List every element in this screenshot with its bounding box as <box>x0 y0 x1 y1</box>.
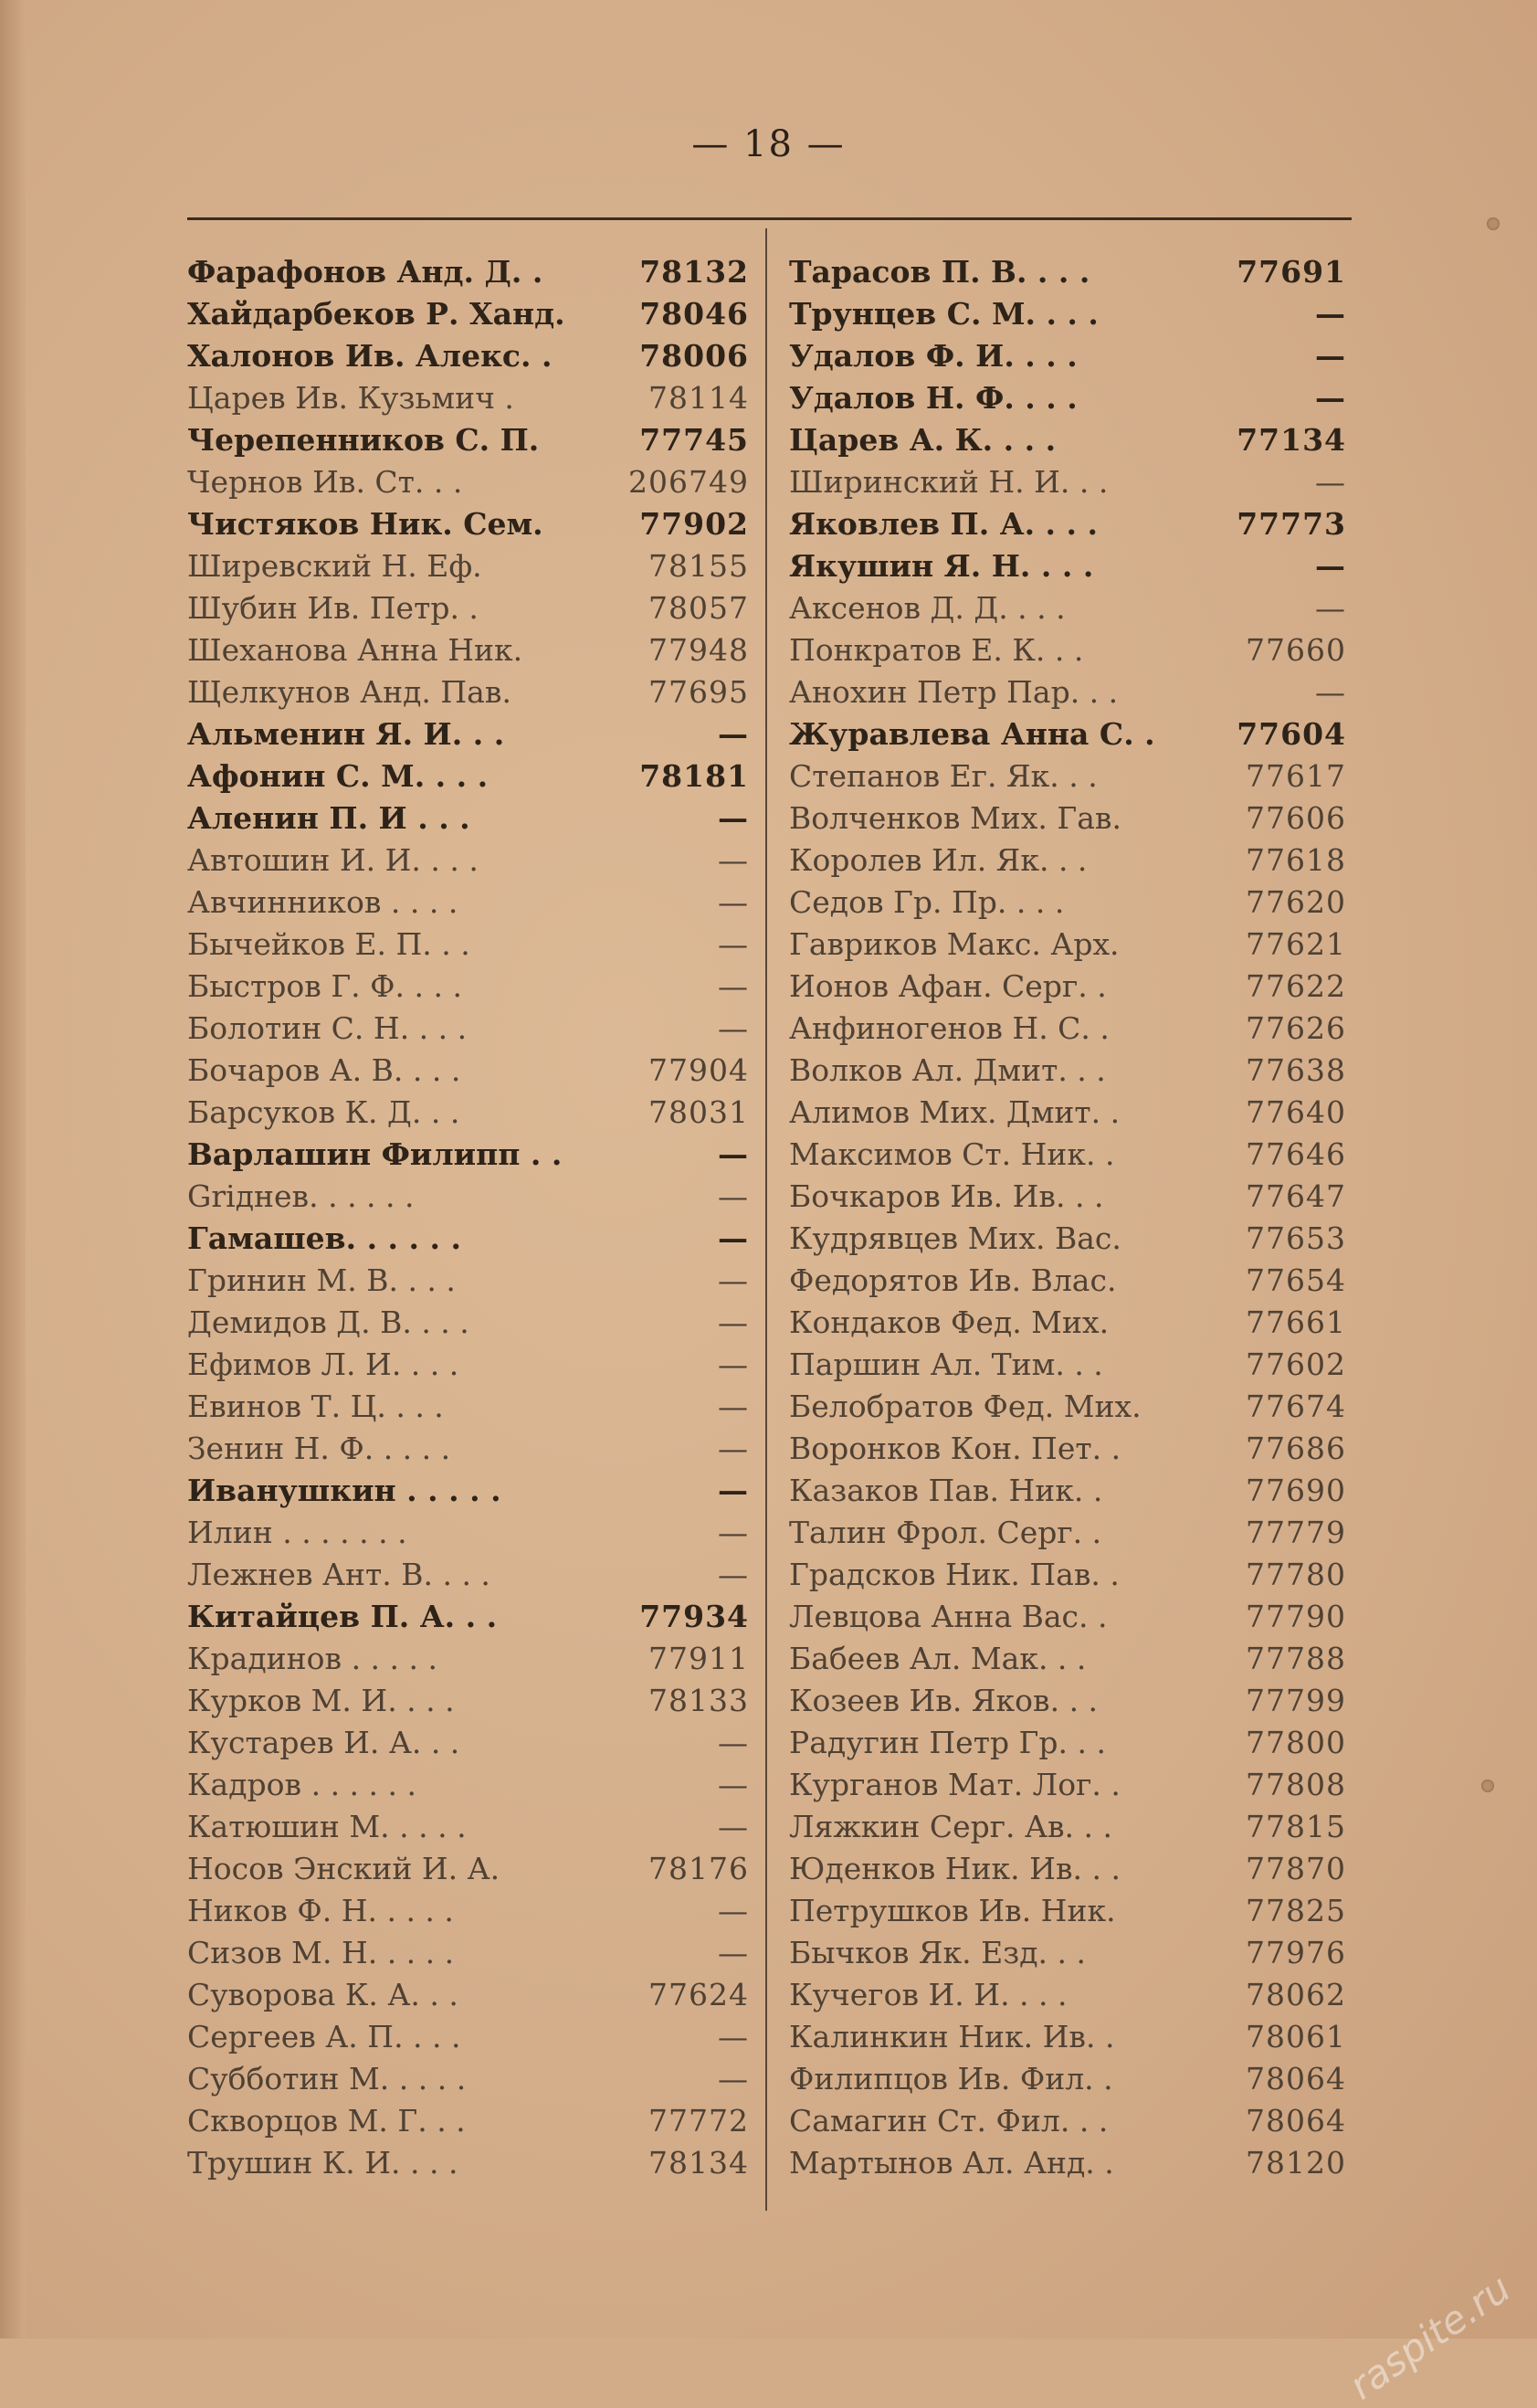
list-item <box>789 1557 1346 1599</box>
list-item <box>789 1473 1346 1515</box>
entry-number: 77653 <box>1246 1220 1346 1256</box>
entry-name: Калинкин Ник. Ив. . <box>789 2019 1115 2054</box>
entry-name: Быстров Г. Ф. . . . <box>187 968 462 1004</box>
entry-name: Шеханова Анна Ник. <box>187 632 523 668</box>
entry-number: — <box>1315 338 1346 374</box>
list-item <box>789 884 1346 926</box>
entry-name: Авчинников . . . . <box>187 884 458 920</box>
entry-number: 77772 <box>648 2103 749 2139</box>
entry-name: Юденков Ник. Ив. . . <box>789 1851 1121 1886</box>
entry-name: Griднев. . . . . . <box>187 1178 415 1214</box>
list-item <box>789 2061 1346 2103</box>
list-item <box>187 926 749 968</box>
list-item <box>789 1893 1346 1935</box>
entry-name: Чистяков Ник. Сем. <box>187 506 543 542</box>
entry-number: — <box>718 1220 749 1256</box>
list-item <box>187 1809 749 1851</box>
entry-name: Понкратов Е. К. . . <box>789 632 1084 668</box>
binding-hole <box>1487 217 1500 230</box>
entry-name: Субботин М. . . . . <box>187 2061 467 2096</box>
list-item <box>789 2019 1346 2061</box>
entry-name: Суворова К. А. . . <box>187 1977 458 2012</box>
list-item <box>187 464 749 506</box>
list-item <box>187 1935 749 1977</box>
entry-name: Алимов Мих. Дмит. . <box>789 1094 1121 1130</box>
list-item <box>187 2103 749 2145</box>
list-item <box>789 548 1346 590</box>
entry-number: 77800 <box>1246 1725 1346 1760</box>
list-item <box>187 1599 749 1641</box>
list-item <box>187 1262 749 1304</box>
entry-name: Лежнев Ант. В. . . . <box>187 1557 490 1592</box>
entry-name: Аксенов Д. Д. . . . <box>789 590 1066 626</box>
list-item <box>789 338 1346 380</box>
entry-number: 77606 <box>1246 800 1346 836</box>
entry-name: Журавлева Анна С. . <box>789 716 1155 752</box>
entry-number: 77911 <box>648 1641 749 1676</box>
entry-number: 78120 <box>1246 2145 1346 2181</box>
entry-number: — <box>718 1557 749 1592</box>
entry-name: Демидов Д. В. . . . <box>187 1304 469 1340</box>
entry-number: 77825 <box>1246 1893 1346 1928</box>
entry-name: Ширевский Н. Еф. <box>187 548 482 584</box>
left-column <box>187 254 749 2187</box>
entry-number: 77788 <box>1246 1641 1346 1676</box>
list-item <box>789 2145 1346 2187</box>
list-item <box>789 422 1346 464</box>
entry-name: Анфиногенов Н. С. . <box>789 1010 1110 1046</box>
entry-number: 77686 <box>1246 1431 1346 1466</box>
entry-name: Альменин Я. И. . . <box>187 716 505 752</box>
entry-number: — <box>718 2061 749 2096</box>
entry-name: Хайдарбеков Р. Ханд. <box>187 296 565 332</box>
entry-name: Седов Гр. Пр. . . . <box>789 884 1065 920</box>
entry-number: 77646 <box>1246 1136 1346 1172</box>
entry-number: — <box>718 1010 749 1046</box>
entry-number: — <box>718 1767 749 1802</box>
entry-name: Варлашин Филипп . . <box>187 1136 563 1172</box>
list-item <box>789 926 1346 968</box>
entry-number: 78133 <box>648 1683 749 1718</box>
entry-name: Максимов Ст. Ник. . <box>789 1136 1115 1172</box>
list-item <box>187 296 749 338</box>
list-item <box>187 674 749 716</box>
page-number: — 18 — <box>691 123 846 165</box>
entry-number: 78062 <box>1246 1977 1346 2012</box>
entry-name: Царев А. К. . . . <box>789 422 1057 458</box>
entry-name: Королев Ил. Як. . . <box>789 842 1088 878</box>
entry-number: — <box>718 1935 749 1970</box>
list-item <box>789 506 1346 548</box>
entry-number: 77695 <box>648 674 749 710</box>
entry-number: 77638 <box>1246 1052 1346 1088</box>
list-item <box>789 1431 1346 1473</box>
entry-name: Мартынов Ал. Анд. . <box>789 2145 1114 2181</box>
entry-name: Удалов Н. Ф. . . . <box>789 380 1078 416</box>
entry-name: Илин . . . . . . . <box>187 1515 407 1550</box>
entry-name: Носов Энский И. А. <box>187 1851 500 1886</box>
list-item <box>187 2061 749 2103</box>
entry-name: Ширинский Н. И. . . <box>789 464 1109 500</box>
entry-name: Иванушкин . . . . . <box>187 1473 501 1508</box>
entry-number: — <box>718 1178 749 1214</box>
column-divider <box>765 228 767 2211</box>
list-item <box>789 464 1346 506</box>
list-item <box>187 1094 749 1136</box>
list-item <box>789 1094 1346 1136</box>
entry-number: — <box>718 1347 749 1382</box>
list-item <box>187 2019 749 2061</box>
list-item <box>789 674 1346 716</box>
entry-name: Гринин М. В. . . . <box>187 1262 456 1298</box>
list-item <box>187 968 749 1010</box>
entry-number: 78031 <box>648 1094 749 1130</box>
entry-number: 77661 <box>1246 1304 1346 1340</box>
list-item <box>187 1515 749 1557</box>
entry-number: — <box>718 1725 749 1760</box>
entry-number: 77815 <box>1246 1809 1346 1844</box>
list-item <box>187 1893 749 1935</box>
entry-number: — <box>718 884 749 920</box>
entry-name: Аленин П. И . . . <box>187 800 470 836</box>
entry-number: — <box>718 968 749 1004</box>
entry-name: Кондаков Фед. Мих. <box>789 1304 1110 1340</box>
entry-number: — <box>718 2019 749 2054</box>
entry-name: Тарасов П. В. . . . <box>789 254 1090 290</box>
entry-number: — <box>1315 464 1346 500</box>
list-item <box>789 1515 1346 1557</box>
entry-name: Яковлев П. А. . . . <box>789 506 1098 542</box>
list-item <box>789 1304 1346 1347</box>
entry-number: 78134 <box>648 2145 749 2181</box>
list-item <box>187 1136 749 1178</box>
page-edge <box>0 0 26 2339</box>
entry-number: — <box>718 926 749 962</box>
entry-name: Барсуков К. Д. . . <box>187 1094 460 1130</box>
entry-name: Бочкаров Ив. Ив. . . <box>789 1178 1104 1214</box>
list-item <box>789 1052 1346 1094</box>
header-rule <box>187 217 1352 220</box>
list-item <box>789 1262 1346 1304</box>
entry-number: 77745 <box>639 422 749 458</box>
list-item <box>789 1809 1346 1851</box>
entry-number: — <box>1315 674 1346 710</box>
entry-number: 77626 <box>1246 1010 1346 1046</box>
entry-name: Петрушков Ив. Ник. <box>789 1893 1116 1928</box>
entry-number: 77779 <box>1246 1515 1346 1550</box>
entry-number: 78061 <box>1246 2019 1346 2054</box>
entry-name: Анохин Петр Пар. . . <box>789 674 1119 710</box>
entry-number: 77647 <box>1246 1178 1346 1214</box>
entry-name: Белобратов Фед. Мих. <box>789 1389 1142 1424</box>
list-item <box>789 1977 1346 2019</box>
entry-name: Халонов Ив. Алекс. . <box>187 338 553 374</box>
list-item <box>187 548 749 590</box>
list-item <box>187 2145 749 2187</box>
entry-name: Щелкунов Анд. Пав. <box>187 674 511 710</box>
list-item <box>187 1851 749 1893</box>
entry-number: 77976 <box>1246 1935 1346 1970</box>
entry-number: 77790 <box>1246 1599 1346 1634</box>
entry-name: Болотин С. Н. . . . <box>187 1010 468 1046</box>
entry-name: Паршин Ал. Тим. . . <box>789 1347 1103 1382</box>
list-item <box>187 1010 749 1052</box>
list-item <box>187 842 749 884</box>
list-item <box>789 1220 1346 1262</box>
entry-number: — <box>718 800 749 836</box>
entry-number: — <box>1315 590 1346 626</box>
entry-number: — <box>718 1893 749 1928</box>
entry-number: 77621 <box>1246 926 1346 962</box>
entry-number: 77618 <box>1246 842 1346 878</box>
entry-number: — <box>1315 296 1346 332</box>
entry-name: Волков Ал. Дмит. . . <box>789 1052 1106 1088</box>
entry-number: 78046 <box>639 296 749 332</box>
entry-name: Ляжкин Серг. Ав. . . <box>789 1809 1113 1844</box>
entry-number: 78181 <box>639 758 749 794</box>
entry-number: 78006 <box>639 338 749 374</box>
list-item <box>187 254 749 296</box>
entry-number: 77902 <box>639 506 749 542</box>
entry-name: Курганов Мат. Лог. . <box>789 1767 1121 1802</box>
list-item <box>187 1220 749 1262</box>
entry-name: Евинов Т. Ц. . . . <box>187 1389 444 1424</box>
entry-name: Бабеев Ал. Мак. . . <box>789 1641 1087 1676</box>
entry-name: Левцова Анна Вас. . <box>789 1599 1108 1634</box>
entry-number: 78176 <box>648 1851 749 1886</box>
entry-name: Степанов Ег. Як. . . <box>789 758 1098 794</box>
entry-name: Сизов М. Н. . . . . <box>187 1935 455 1970</box>
entry-number: 77620 <box>1246 884 1346 920</box>
entry-number: — <box>718 1389 749 1424</box>
entry-name: Удалов Ф. И. . . . <box>789 338 1078 374</box>
list-item <box>789 1347 1346 1389</box>
list-item <box>789 800 1346 842</box>
entry-name: Трунцев С. М. . . . <box>789 296 1099 332</box>
entry-name: Зенин Н. Ф. . . . . <box>187 1431 451 1466</box>
entry-number: 77602 <box>1246 1347 1346 1382</box>
entry-name: Гамашев. . . . . . <box>187 1220 461 1256</box>
entry-number: — <box>718 842 749 878</box>
list-item <box>187 1052 749 1094</box>
list-item <box>789 1389 1346 1431</box>
list-item <box>789 380 1346 422</box>
entry-name: Федорятов Ив. Влас. <box>789 1262 1117 1298</box>
list-item <box>789 758 1346 800</box>
list-item <box>789 254 1346 296</box>
list-item <box>789 1136 1346 1178</box>
entry-number: 78114 <box>648 380 749 416</box>
list-item <box>789 1935 1346 1977</box>
entry-number: — <box>718 1304 749 1340</box>
entry-number: 77674 <box>1246 1389 1346 1424</box>
list-item <box>187 1557 749 1599</box>
list-item <box>789 968 1346 1010</box>
entry-number: 77690 <box>1246 1473 1346 1508</box>
entry-number: — <box>1315 548 1346 584</box>
entry-number: 77660 <box>1246 632 1346 668</box>
list-item <box>187 380 749 422</box>
entry-name: Бычков Як. Езд. . . <box>789 1935 1087 1970</box>
entry-number: 77654 <box>1246 1262 1346 1298</box>
entry-number: 78064 <box>1246 2061 1346 2096</box>
list-item <box>187 1304 749 1347</box>
entry-name: Черепенников С. П. <box>187 422 540 458</box>
entry-name: Казаков Пав. Ник. . <box>789 1473 1103 1508</box>
entry-name: Фарафонов Анд. Д. . <box>187 254 543 290</box>
list-item <box>187 1431 749 1473</box>
entry-number: 78132 <box>639 254 749 290</box>
list-item <box>187 632 749 674</box>
entry-name: Якушин Я. Н. . . . <box>789 548 1094 584</box>
entry-name: Царев Ив. Кузьмич . <box>187 380 514 416</box>
entry-name: Ников Ф. Н. . . . . <box>187 1893 454 1928</box>
list-item <box>187 590 749 632</box>
entry-number: — <box>718 1515 749 1550</box>
entry-name: Кудрявцев Мих. Вас. <box>789 1220 1121 1256</box>
entry-name: Гавриков Макс. Арх. <box>789 926 1120 962</box>
entry-name: Кустарев И. А. . . <box>187 1725 460 1760</box>
list-item <box>187 1641 749 1683</box>
entry-number: — <box>718 1473 749 1508</box>
list-item <box>187 1767 749 1809</box>
entry-name: Скворцов М. Г. . . <box>187 2103 466 2139</box>
entry-number: 77948 <box>648 632 749 668</box>
list-item <box>789 1725 1346 1767</box>
list-item <box>187 1178 749 1220</box>
entry-name: Радугин Петр Гр. . . <box>789 1725 1106 1760</box>
list-item <box>187 716 749 758</box>
entry-name: Катюшин М. . . . . <box>187 1809 467 1844</box>
binding-hole <box>1481 1780 1494 1792</box>
entry-number: 77622 <box>1246 968 1346 1004</box>
list-item <box>789 1599 1346 1641</box>
entry-name: Градсков Ник. Пав. . <box>789 1557 1120 1592</box>
list-item <box>187 758 749 800</box>
entry-name: Сергеев А. П. . . . <box>187 2019 461 2054</box>
entry-name: Курков М. И. . . . <box>187 1683 455 1718</box>
list-item <box>789 2103 1346 2145</box>
list-item <box>789 716 1346 758</box>
entry-number: 77624 <box>648 1977 749 2012</box>
list-item <box>789 1683 1346 1725</box>
entry-number: 77640 <box>1246 1094 1346 1130</box>
entry-name: Автошин И. И. . . . <box>187 842 479 878</box>
list-item <box>789 1767 1346 1809</box>
list-item <box>187 884 749 926</box>
list-item <box>187 800 749 842</box>
entry-number: 78064 <box>1246 2103 1346 2139</box>
list-item <box>187 506 749 548</box>
entry-name: Самагин Ст. Фил. . . <box>789 2103 1109 2139</box>
watermark-text: raspite.ru <box>1341 2265 1519 2408</box>
entry-number: — <box>718 1809 749 1844</box>
entry-number: — <box>718 1262 749 1298</box>
list-item <box>187 1683 749 1725</box>
entry-number: — <box>1315 380 1346 416</box>
entry-number: 77870 <box>1246 1851 1346 1886</box>
entry-name: Кучегов И. И. . . . <box>789 1977 1068 2012</box>
entry-number: — <box>718 1136 749 1172</box>
entry-number: 78155 <box>648 548 749 584</box>
entry-name: Филипцов Ив. Фил. . <box>789 2061 1113 2096</box>
entry-name: Чернов Ив. Ст. . . <box>187 464 463 500</box>
entry-name: Афонин С. М. . . . <box>187 758 489 794</box>
entry-name: Ионов Афан. Серг. . <box>789 968 1107 1004</box>
list-item <box>789 842 1346 884</box>
entry-name: Волченков Мих. Гав. <box>789 800 1121 836</box>
entry-number: 77799 <box>1246 1683 1346 1718</box>
list-item <box>789 296 1346 338</box>
list-item <box>789 1010 1346 1052</box>
entry-name: Воронков Кон. Пет. . <box>789 1431 1121 1466</box>
list-item <box>789 590 1346 632</box>
entry-name: Крадинов . . . . . <box>187 1641 437 1676</box>
entry-name: Козеев Ив. Яков. . . <box>789 1683 1099 1718</box>
entry-name: Талин Фрол. Серг. . <box>789 1515 1102 1550</box>
entry-number: 77780 <box>1246 1557 1346 1592</box>
list-item <box>187 1977 749 2019</box>
list-item <box>187 338 749 380</box>
entry-number: 77604 <box>1237 716 1346 752</box>
list-item <box>789 632 1346 674</box>
list-item <box>187 1725 749 1767</box>
entry-number: 77808 <box>1246 1767 1346 1802</box>
right-column <box>789 254 1346 2187</box>
entry-number: 77934 <box>639 1599 749 1634</box>
list-item <box>187 1347 749 1389</box>
entry-name: Китайцев П. А. . . <box>187 1599 498 1634</box>
entry-name: Ефимов Л. И. . . . <box>187 1347 459 1382</box>
entry-number: 77134 <box>1237 422 1346 458</box>
entry-name: Шубин Ив. Петр. . <box>187 590 479 626</box>
entry-name: Трушин К. И. . . . <box>187 2145 458 2181</box>
list-item <box>187 1389 749 1431</box>
entry-number: — <box>718 1431 749 1466</box>
entry-name: Бычейков Е. П. . . <box>187 926 470 962</box>
entry-number: 206749 <box>628 464 749 500</box>
list-item <box>187 1473 749 1515</box>
list-item <box>187 422 749 464</box>
list-item <box>789 1178 1346 1220</box>
list-item <box>789 1641 1346 1683</box>
entry-name: Кадров . . . . . . <box>187 1767 416 1802</box>
entry-number: 77904 <box>648 1052 749 1088</box>
entry-number: 78057 <box>648 590 749 626</box>
entry-number: — <box>718 716 749 752</box>
list-item <box>789 1851 1346 1893</box>
entry-number: 77691 <box>1237 254 1346 290</box>
entry-number: 77773 <box>1237 506 1346 542</box>
entry-name: Бочаров А. В. . . . <box>187 1052 461 1088</box>
entry-number: 77617 <box>1246 758 1346 794</box>
